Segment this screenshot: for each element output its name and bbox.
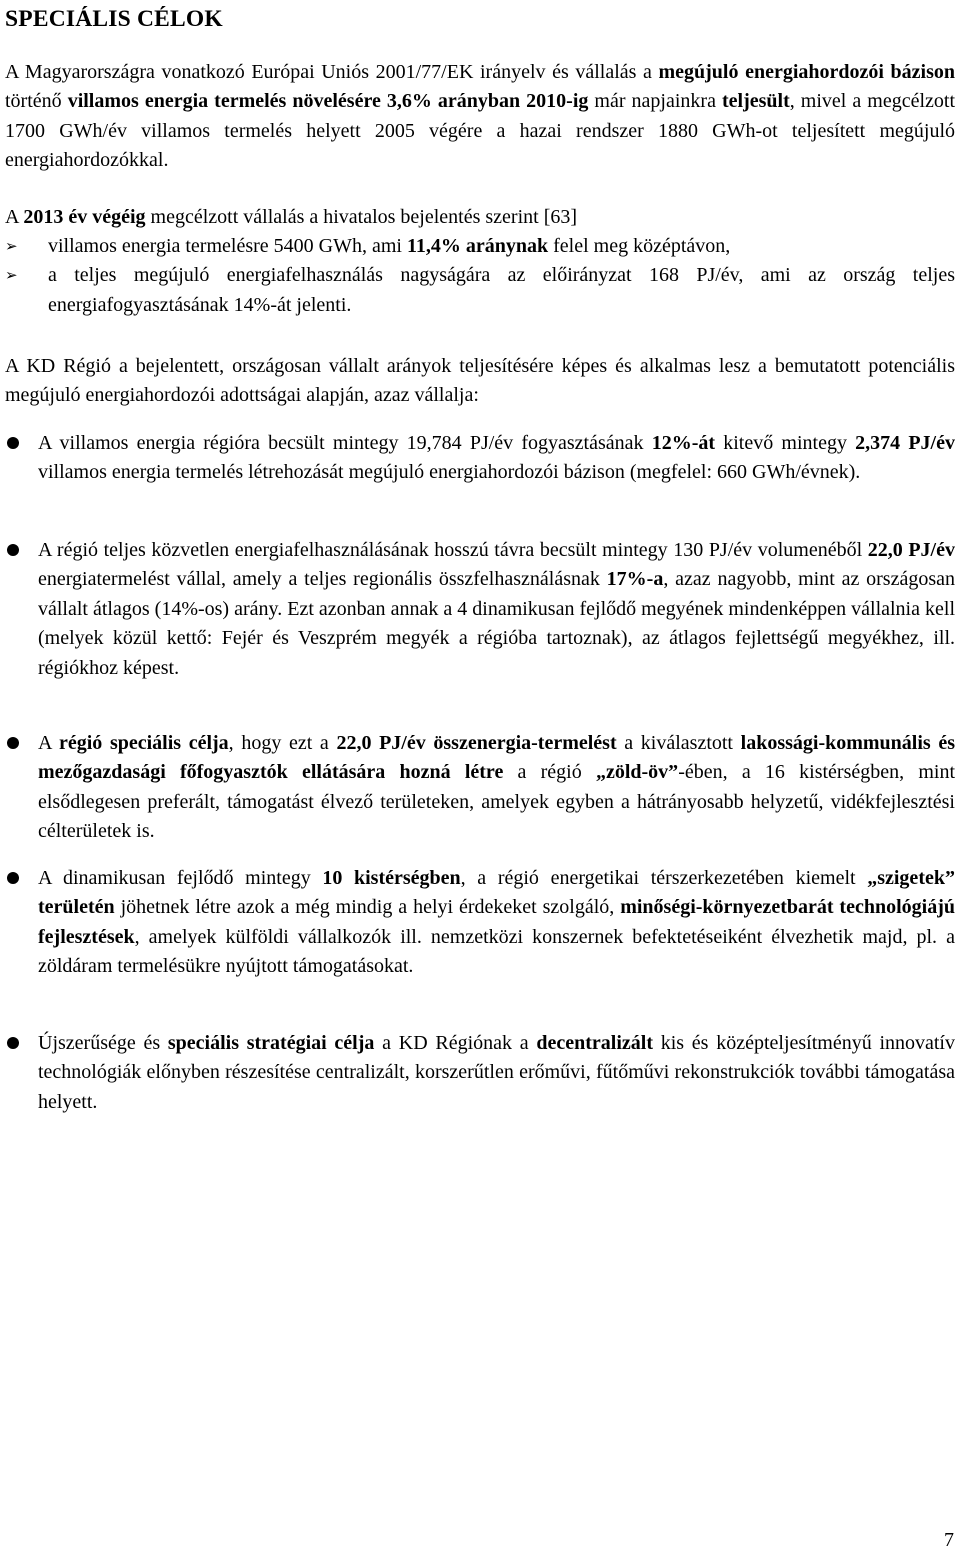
text-run: -ében, a 16 kistérségben, mint elsődlegesen preferált, támogatást élvező területeken, amelyek egyben a hátrányosabb helyzetű, vidékfejlesztési célterületek is.	[38, 761, 955, 843]
bullet-text	[38, 729, 955, 847]
arrow-bullet-icon: ➢	[5, 237, 18, 255]
bold-run: teljesült	[722, 90, 790, 113]
bold-run: 22,0 PJ/év összenergia-termelést	[336, 732, 617, 754]
bold-run: „zöld-öv”	[595, 761, 679, 784]
text-run: A dinamikusan fejlődő mintegy	[38, 867, 323, 889]
bullet-item-special-goal	[5, 729, 955, 847]
bullet-item-strategy	[5, 1029, 955, 1117]
bullet-text	[38, 864, 955, 982]
text-run: A villamos energia régióra becsült mintegy 19,784 PJ/év fogyasztásának	[38, 432, 652, 454]
bold-run: decentralizált	[536, 1032, 653, 1054]
bold-run: 2013 év végéig	[23, 206, 146, 228]
arrow-list	[5, 232, 955, 320]
text-run: energiatermelést vállal, amely a teljes regionális összfelhasználásnak	[38, 568, 607, 591]
text-run: már napjainkra	[588, 90, 722, 113]
bullet-dot-icon	[7, 437, 19, 449]
section-heading: SPECIÁLIS CÉLOK	[5, 6, 223, 32]
bold-run: 11,4% aránynak	[406, 235, 549, 257]
text-run: a kiválasztott	[616, 732, 741, 754]
bullet-item-electricity	[5, 429, 955, 488]
bold-run: lakossági-kommunális és mezőgazdasági főfogyasztók ellátására hozná létre	[38, 732, 955, 784]
region-paragraph: A KD Régió a bejelentett, országosan vállalt arányok teljesítésére képes és alkalmas lesz a bemutatott potenciális megújuló energiahordozói adottságai alapján, azaz vállalja:	[5, 355, 955, 407]
bullet-dot-icon	[7, 737, 19, 749]
intro-paragraph	[5, 58, 955, 176]
text-run: , mivel a megcélzott 1700 GWh/év villamos termelés helyett 2005 végére a hazai rendszer 1880 GWh-ot teljesített megújuló energiahordozókkal.	[5, 90, 956, 172]
bullet-dot-icon	[7, 872, 19, 884]
text-run: A	[5, 206, 24, 228]
page-number: 7	[944, 1529, 954, 1551]
text-run: Újszerűsége és	[38, 1032, 168, 1054]
text-run: a teljes megújuló energiafelhasználás nagyságára az előirányzat 168 PJ/év, ami az ország teljes energiafogyasztásának 14%-át jelenti.	[48, 264, 955, 316]
bullet-text	[38, 1029, 955, 1117]
arrow-list-item	[5, 232, 955, 261]
text-run: , amelyek külföldi vállalkozók ill. nemzetközi konszernek befektetéseiként élvezhetik majd, pl. a zöldáram termelésükre nyújtott támogatásokat.	[38, 925, 955, 978]
bullet-item-subregions	[5, 864, 955, 982]
bullet-text	[38, 429, 955, 488]
bold-run: 12%-át	[651, 432, 716, 454]
bold-run: megújuló energiahordozói bázison	[658, 61, 955, 83]
text-run: a KD Régiónak a	[374, 1032, 537, 1054]
bold-run: 17%-a	[606, 568, 664, 591]
bold-run: régió speciális célja	[58, 732, 229, 754]
bold-run: speciális stratégiai célja	[167, 1032, 375, 1054]
text-run: villamos energia termelés létrehozását megújuló energiahordozói bázison (megfelel: 660 GWh/évnek).	[38, 461, 861, 484]
text-run: felel meg középtávon,	[548, 235, 731, 257]
arrow-list-item	[5, 261, 955, 320]
bold-run: „szigetek” területén	[38, 867, 955, 919]
arrow-bullet-icon: ➢	[5, 266, 18, 285]
bold-run: 2,374 PJ/év	[855, 432, 955, 454]
text-run: A Magyarországra vonatkozó Európai Uniós 2001/77/EK irányelv és vállalás a	[5, 61, 659, 83]
bullet-text	[38, 536, 955, 683]
text-run: , hogy ezt a	[228, 732, 337, 754]
text-run: történő	[5, 90, 68, 113]
bold-run: minőségi-környezetbarát technológiájú fejlesztések	[38, 896, 955, 948]
text-run: a régió	[503, 761, 596, 784]
text-run: , a régió energetikai térszerkezetében kiemelt	[460, 867, 868, 889]
commitment-paragraph	[5, 203, 955, 232]
bold-run: villamos energia termelés növelésére 3,6% arányban 2010-ig	[67, 90, 589, 113]
bold-run: 10 kistérségben	[322, 867, 461, 889]
bullet-dot-icon	[7, 1037, 19, 1049]
text-run: megcélzott vállalás a hivatalos bejelentés szerint [63]	[145, 206, 578, 228]
text-run: A	[38, 732, 59, 754]
text-run: A régió teljes közvetlen energiafelhasználásának hosszú távra becsült mintegy 130 PJ/év volumenéből	[38, 539, 868, 561]
bold-run: 22,0 PJ/év	[867, 539, 955, 561]
text-run: villamos energia termelésre 5400 GWh, ami	[48, 235, 407, 257]
bullet-item-energy-use	[5, 536, 955, 683]
text-run: , azaz nagyobb, mint az országosan vállalt átlagos (14%-os) arány. Ezt azonban annak a 4 dinamikusan fejlődő megyének mindenképpen vállalnia kell (melyek közül kettő: Fejér és Veszprém megyék a régióba tartoznak), az átlagos fejlettségű megyékhez, ill. régiókhoz képest.	[38, 568, 956, 679]
bullet-dot-icon	[7, 544, 19, 556]
text-run: kis és középteljesítményű innovatív technológiák előnyben részesítése centralizált, korszerűtlen erőművi, fűtőművi rekonstrukciók további támogatása helyett.	[38, 1032, 955, 1113]
text-run: kitevő mintegy	[715, 432, 856, 454]
text-run: jöhetnek létre azok a még mindig a helyi érdekeket szolgáló,	[114, 896, 621, 919]
